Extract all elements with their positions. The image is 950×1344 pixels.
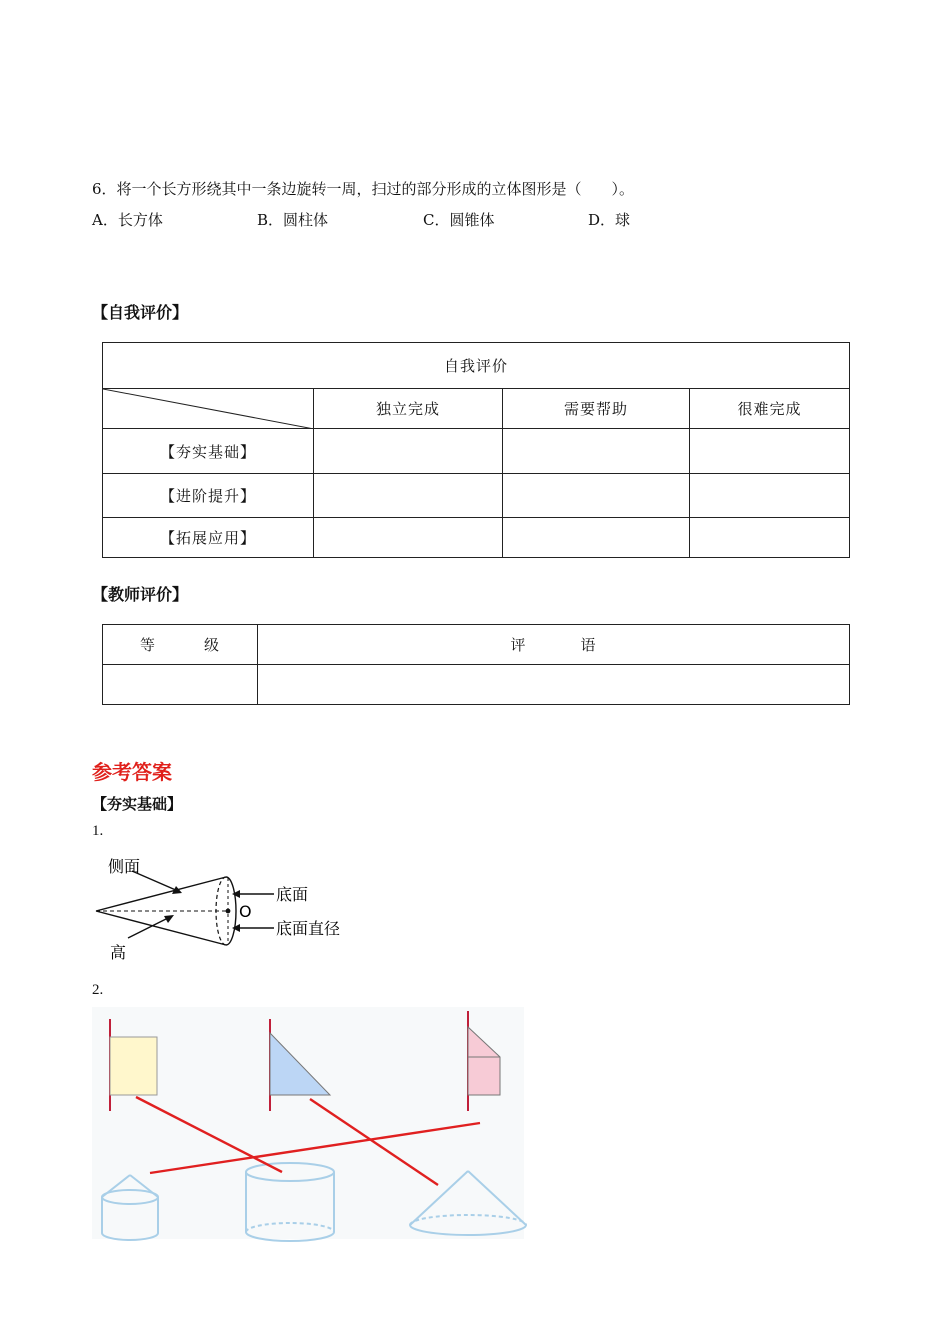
comment-header-char2: 语 <box>580 636 597 654</box>
cone-lower-edge <box>96 911 226 945</box>
matching-diagram <box>92 1007 537 1247</box>
option-c-letter: C． <box>423 211 450 229</box>
row-label-extended: 【拓展应用】 <box>103 518 314 558</box>
grade-header <box>103 625 258 665</box>
label-base: 底面 <box>276 885 309 904</box>
grade-cell[interactable] <box>103 665 258 705</box>
diagonal-header-cell <box>103 389 314 429</box>
cell-advanced-difficult[interactable] <box>690 474 850 518</box>
cell-basic-difficult[interactable] <box>690 429 850 474</box>
question-6 <box>92 178 634 199</box>
option-d <box>588 209 630 230</box>
answer-1-number: 1. <box>92 823 104 839</box>
self-eval-table <box>102 342 850 558</box>
option-b <box>257 209 328 230</box>
comment-header <box>258 625 850 665</box>
option-c <box>423 209 495 230</box>
row-label-advanced: 【进阶提升】 <box>103 474 314 518</box>
option-c-text: 圆锥体 <box>449 211 495 229</box>
option-a-text: 长方体 <box>117 211 163 229</box>
row-label-basic: 【夯实基础】 <box>103 429 314 474</box>
cone-center-dot <box>226 909 231 914</box>
cell-advanced-need-help[interactable] <box>503 474 690 518</box>
option-b-letter: B． <box>257 211 284 229</box>
label-side: 侧面 <box>108 857 141 876</box>
option-a-letter: A． <box>92 211 118 229</box>
teacher-eval-table <box>102 624 850 705</box>
answer-2-number: 2. <box>92 982 104 998</box>
grade-header-char2: 级 <box>204 636 221 654</box>
option-b-text: 圆柱体 <box>283 211 329 229</box>
arrow-base-head <box>232 890 240 898</box>
question-text: 将一个长方形绕其中一条边旋转一周，扫过的部分形成的立体图形是（ ）。 <box>116 180 635 198</box>
answers-title: 参考答案 <box>92 760 172 784</box>
rectangle-shape <box>110 1037 157 1095</box>
comment-header-char1: 评 <box>510 636 527 654</box>
label-height: 高 <box>110 943 127 962</box>
teacher-eval-heading: 【教师评价】 <box>92 585 189 604</box>
grade-header-char1: 等 <box>139 636 156 654</box>
cell-basic-independent[interactable] <box>314 429 503 474</box>
cell-advanced-independent[interactable] <box>314 474 503 518</box>
arrow-diameter-head <box>232 924 240 932</box>
cell-extended-independent[interactable] <box>314 518 503 558</box>
question-number: 6． <box>92 180 117 198</box>
option-a <box>92 209 163 230</box>
cone-diagram <box>92 852 352 964</box>
option-d-text: 球 <box>615 211 631 229</box>
cone-upper-edge <box>96 877 226 911</box>
cell-extended-need-help[interactable] <box>503 518 690 558</box>
self-eval-table-title: 自我评价 <box>103 343 850 389</box>
col-header-independent: 独立完成 <box>314 389 503 429</box>
answers-subsection: 【夯实基础】 <box>92 795 183 813</box>
option-d-letter: D． <box>588 211 616 229</box>
cell-extended-difficult[interactable] <box>690 518 850 558</box>
cell-basic-need-help[interactable] <box>503 429 690 474</box>
arrow-side-head <box>172 886 182 894</box>
label-center: O <box>239 902 252 921</box>
label-base-diameter: 底面直径 <box>276 919 341 938</box>
col-header-need-help: 需要帮助 <box>503 389 690 429</box>
col-header-difficult: 很难完成 <box>690 389 850 429</box>
comment-cell[interactable] <box>258 665 850 705</box>
self-eval-heading: 【自我评价】 <box>92 303 189 322</box>
diagonal-line <box>103 389 314 429</box>
